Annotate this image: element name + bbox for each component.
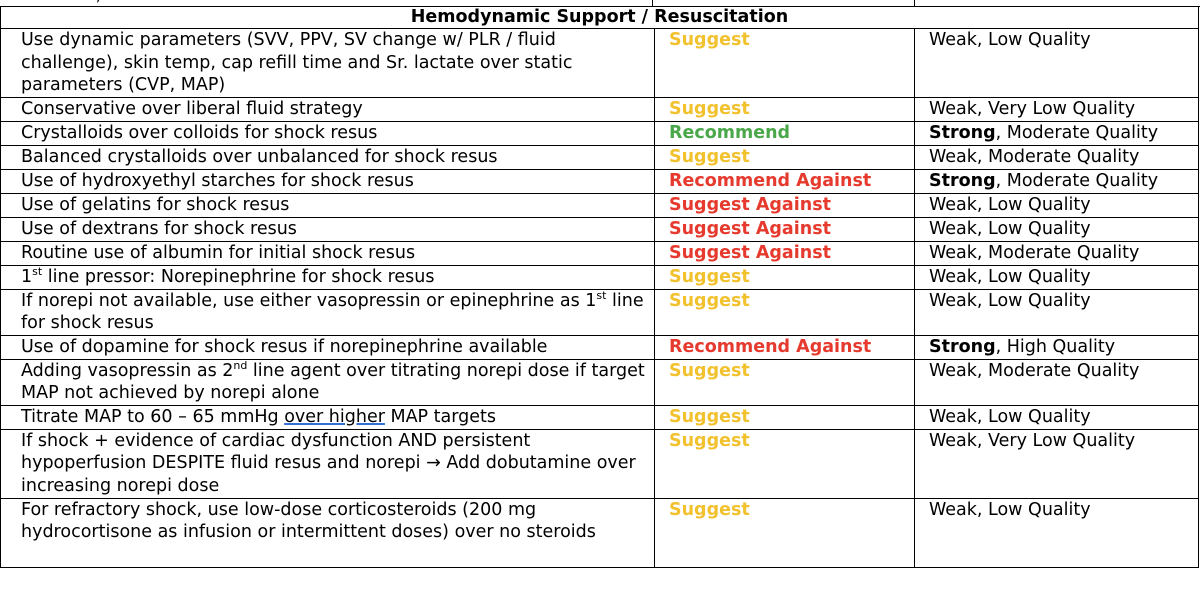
- recommendation-cell: [655, 359, 915, 405]
- quality-label: , Moderate Quality: [976, 360, 1140, 381]
- recommendation-label: Suggest: [669, 99, 750, 119]
- table-row: [1, 359, 1199, 405]
- fragment-text: [96, 0, 100, 5]
- evidence-cell: [915, 169, 1199, 193]
- strength-label: Weak: [929, 360, 977, 381]
- evidence-cell: [915, 429, 1199, 498]
- guideline-cell: [1, 241, 655, 265]
- evidence-cell: [915, 289, 1199, 335]
- guideline-text: Use of hydroxyethyl starches for shock resus: [21, 170, 414, 191]
- guideline-text: Adding vasopressin as 2: [21, 360, 234, 381]
- strength-label: Strong: [929, 122, 996, 143]
- guideline-cell: [1, 335, 655, 359]
- quality-label: , High Quality: [995, 336, 1116, 357]
- section-title: Hemodynamic Support / Resuscitation: [1, 7, 1199, 29]
- table-body: [1, 29, 1199, 568]
- recommendation-cell: [655, 29, 915, 98]
- guideline-text: Routine use of albumin for initial shock resus: [21, 242, 416, 263]
- quality-label: , Low Quality: [976, 290, 1091, 311]
- recommendation-cell: [655, 241, 915, 265]
- quality-label: , Low Quality: [976, 194, 1091, 215]
- strength-label: Weak: [929, 99, 977, 119]
- table-row: [1, 217, 1199, 241]
- strength-label: Weak: [929, 30, 977, 50]
- recommendation-cell: [655, 265, 915, 289]
- guideline-text: line for shock resus: [21, 290, 644, 333]
- strength-label: Weak: [929, 266, 977, 287]
- superscript: st: [596, 288, 607, 302]
- guideline-text: MAP targets: [384, 406, 496, 427]
- evidence-cell: [915, 217, 1199, 241]
- quality-label: , Low Quality: [976, 499, 1091, 520]
- recommendation-label: Suggest: [669, 430, 750, 451]
- table-row: [1, 405, 1199, 429]
- evidence-cell: [915, 98, 1199, 122]
- recommendation-cell: [655, 335, 915, 359]
- quality-label: , Very Low Quality: [976, 99, 1136, 119]
- quality-label: , Very Low Quality: [976, 430, 1136, 451]
- recommendation-label: Suggest: [669, 290, 750, 311]
- table-row: [1, 241, 1199, 265]
- recommendation-label: Recommend: [669, 122, 791, 143]
- recommendation-cell: [655, 405, 915, 429]
- recommendation-label: Suggest: [669, 499, 750, 520]
- evidence-cell: [915, 193, 1199, 217]
- table-row: [1, 289, 1199, 335]
- strength-label: Weak: [929, 146, 977, 167]
- quality-label: , Moderate Quality: [976, 242, 1140, 263]
- guideline-cell: [1, 498, 655, 567]
- strength-label: Weak: [929, 430, 977, 451]
- recommendation-cell: [655, 193, 915, 217]
- recommendation-cell: [655, 429, 915, 498]
- evidence-cell: [915, 405, 1199, 429]
- underlined-text: over higher: [284, 406, 385, 427]
- table-row: [1, 121, 1199, 145]
- recommendation-label: Suggest Against: [669, 242, 831, 263]
- table-row: [1, 335, 1199, 359]
- recommendation-label: Suggest: [669, 146, 750, 167]
- section-header-row: [1, 7, 1199, 29]
- recommendation-label: Suggest: [669, 266, 750, 287]
- strength-label: Weak: [929, 218, 977, 239]
- recommendation-label: Recommend Against: [669, 336, 872, 357]
- strength-label: Weak: [929, 194, 977, 215]
- strength-label: Strong: [929, 170, 996, 191]
- guideline-text: Use of gelatins for shock resus: [21, 194, 290, 215]
- guideline-cell: [1, 29, 655, 98]
- superscript: st: [32, 264, 43, 278]
- recommendation-label: Recommend Against: [669, 170, 872, 191]
- guideline-cell: [1, 145, 655, 169]
- quality-label: , Low Quality: [976, 30, 1091, 50]
- strength-label: Weak: [929, 499, 977, 520]
- recommendation-cell: [655, 289, 915, 335]
- quality-label: , Moderate Quality: [995, 122, 1159, 143]
- table-row: [1, 265, 1199, 289]
- recommendation-label: Suggest Against: [669, 218, 831, 239]
- evidence-cell: [915, 498, 1199, 567]
- recommendation-cell: [655, 169, 915, 193]
- strength-label: Weak: [929, 290, 977, 311]
- quality-label: , Moderate Quality: [995, 170, 1159, 191]
- guideline-text: Titrate MAP to 60 – 65 mmHg: [21, 406, 285, 427]
- guideline-cell: [1, 193, 655, 217]
- guideline-cell: [1, 359, 655, 405]
- table-row: [1, 29, 1199, 98]
- recommendation-label: Suggest: [669, 360, 750, 381]
- guideline-text: Conservative over liberal fluid strategy: [21, 99, 363, 119]
- table-row: [1, 429, 1199, 498]
- guideline-text: line pressor: Norepinephrine for shock resus: [42, 266, 435, 287]
- evidence-cell: [915, 335, 1199, 359]
- guideline-text: If norepi not available, use either vasopressin or epinephrine as 1: [21, 290, 597, 311]
- recommendation-label: Suggest: [669, 30, 750, 50]
- table-row: [1, 193, 1199, 217]
- recommendations-table: [0, 6, 1199, 568]
- recommendation-label: Suggest Against: [669, 194, 831, 215]
- recommendation-cell: [655, 98, 915, 122]
- evidence-cell: [915, 265, 1199, 289]
- strength-label: Weak: [929, 406, 977, 427]
- recommendation-cell: [655, 121, 915, 145]
- table-row: [1, 498, 1199, 567]
- evidence-cell: [915, 359, 1199, 405]
- recommendation-label: Suggest: [669, 406, 750, 427]
- table-row: [1, 98, 1199, 122]
- evidence-cell: [915, 241, 1199, 265]
- guideline-cell: [1, 98, 655, 122]
- table-row: [1, 145, 1199, 169]
- guideline-cell: [1, 217, 655, 241]
- guideline-cell: [1, 169, 655, 193]
- strength-label: Strong: [929, 336, 996, 357]
- guideline-text: For refractory shock, use low-dose corticosteroids (200 mg hydrocortisone as infusion or intermittent doses) over no steroids: [21, 499, 596, 542]
- quality-label: , Low Quality: [976, 406, 1091, 427]
- quality-label: , Moderate Quality: [976, 146, 1140, 167]
- recommendation-cell: [655, 498, 915, 567]
- superscript: nd: [233, 358, 248, 372]
- quality-label: , Low Quality: [976, 266, 1091, 287]
- evidence-cell: [915, 145, 1199, 169]
- quality-label: , Low Quality: [976, 218, 1091, 239]
- guideline-text: Crystalloids over colloids for shock resus: [21, 122, 378, 143]
- strength-label: Weak: [929, 242, 977, 263]
- recommendation-cell: [655, 145, 915, 169]
- guideline-text: line agent over titrating norepi dose if target MAP not achieved by norepi alone: [21, 360, 645, 403]
- table-row: [1, 169, 1199, 193]
- guideline-text: Balanced crystalloids over unbalanced for shock resus: [21, 146, 498, 167]
- guideline-text: 1: [21, 266, 33, 287]
- guideline-text: Use dynamic parameters (SVV, PPV, SV change w/ PLR / fluid challenge), skin temp, cap refill time and Sr. lactate over static parameters (CVP, MAP): [21, 30, 573, 95]
- guideline-text: If shock + evidence of cardiac dysfunction AND persistent hypoperfusion DESPITE fluid resus and norepi → Add dobutamine over increasing norepi dose: [21, 430, 636, 496]
- guideline-cell: [1, 121, 655, 145]
- evidence-cell: [915, 29, 1199, 98]
- guideline-text: Use of dopamine for shock resus if norepinephrine available: [21, 336, 548, 357]
- guideline-cell: [1, 405, 655, 429]
- evidence-cell: [915, 121, 1199, 145]
- guideline-cell: [1, 265, 655, 289]
- guideline-cell: [1, 429, 655, 498]
- recommendation-cell: [655, 217, 915, 241]
- guideline-text: Use of dextrans for shock resus: [21, 218, 297, 239]
- guideline-cell: [1, 289, 655, 335]
